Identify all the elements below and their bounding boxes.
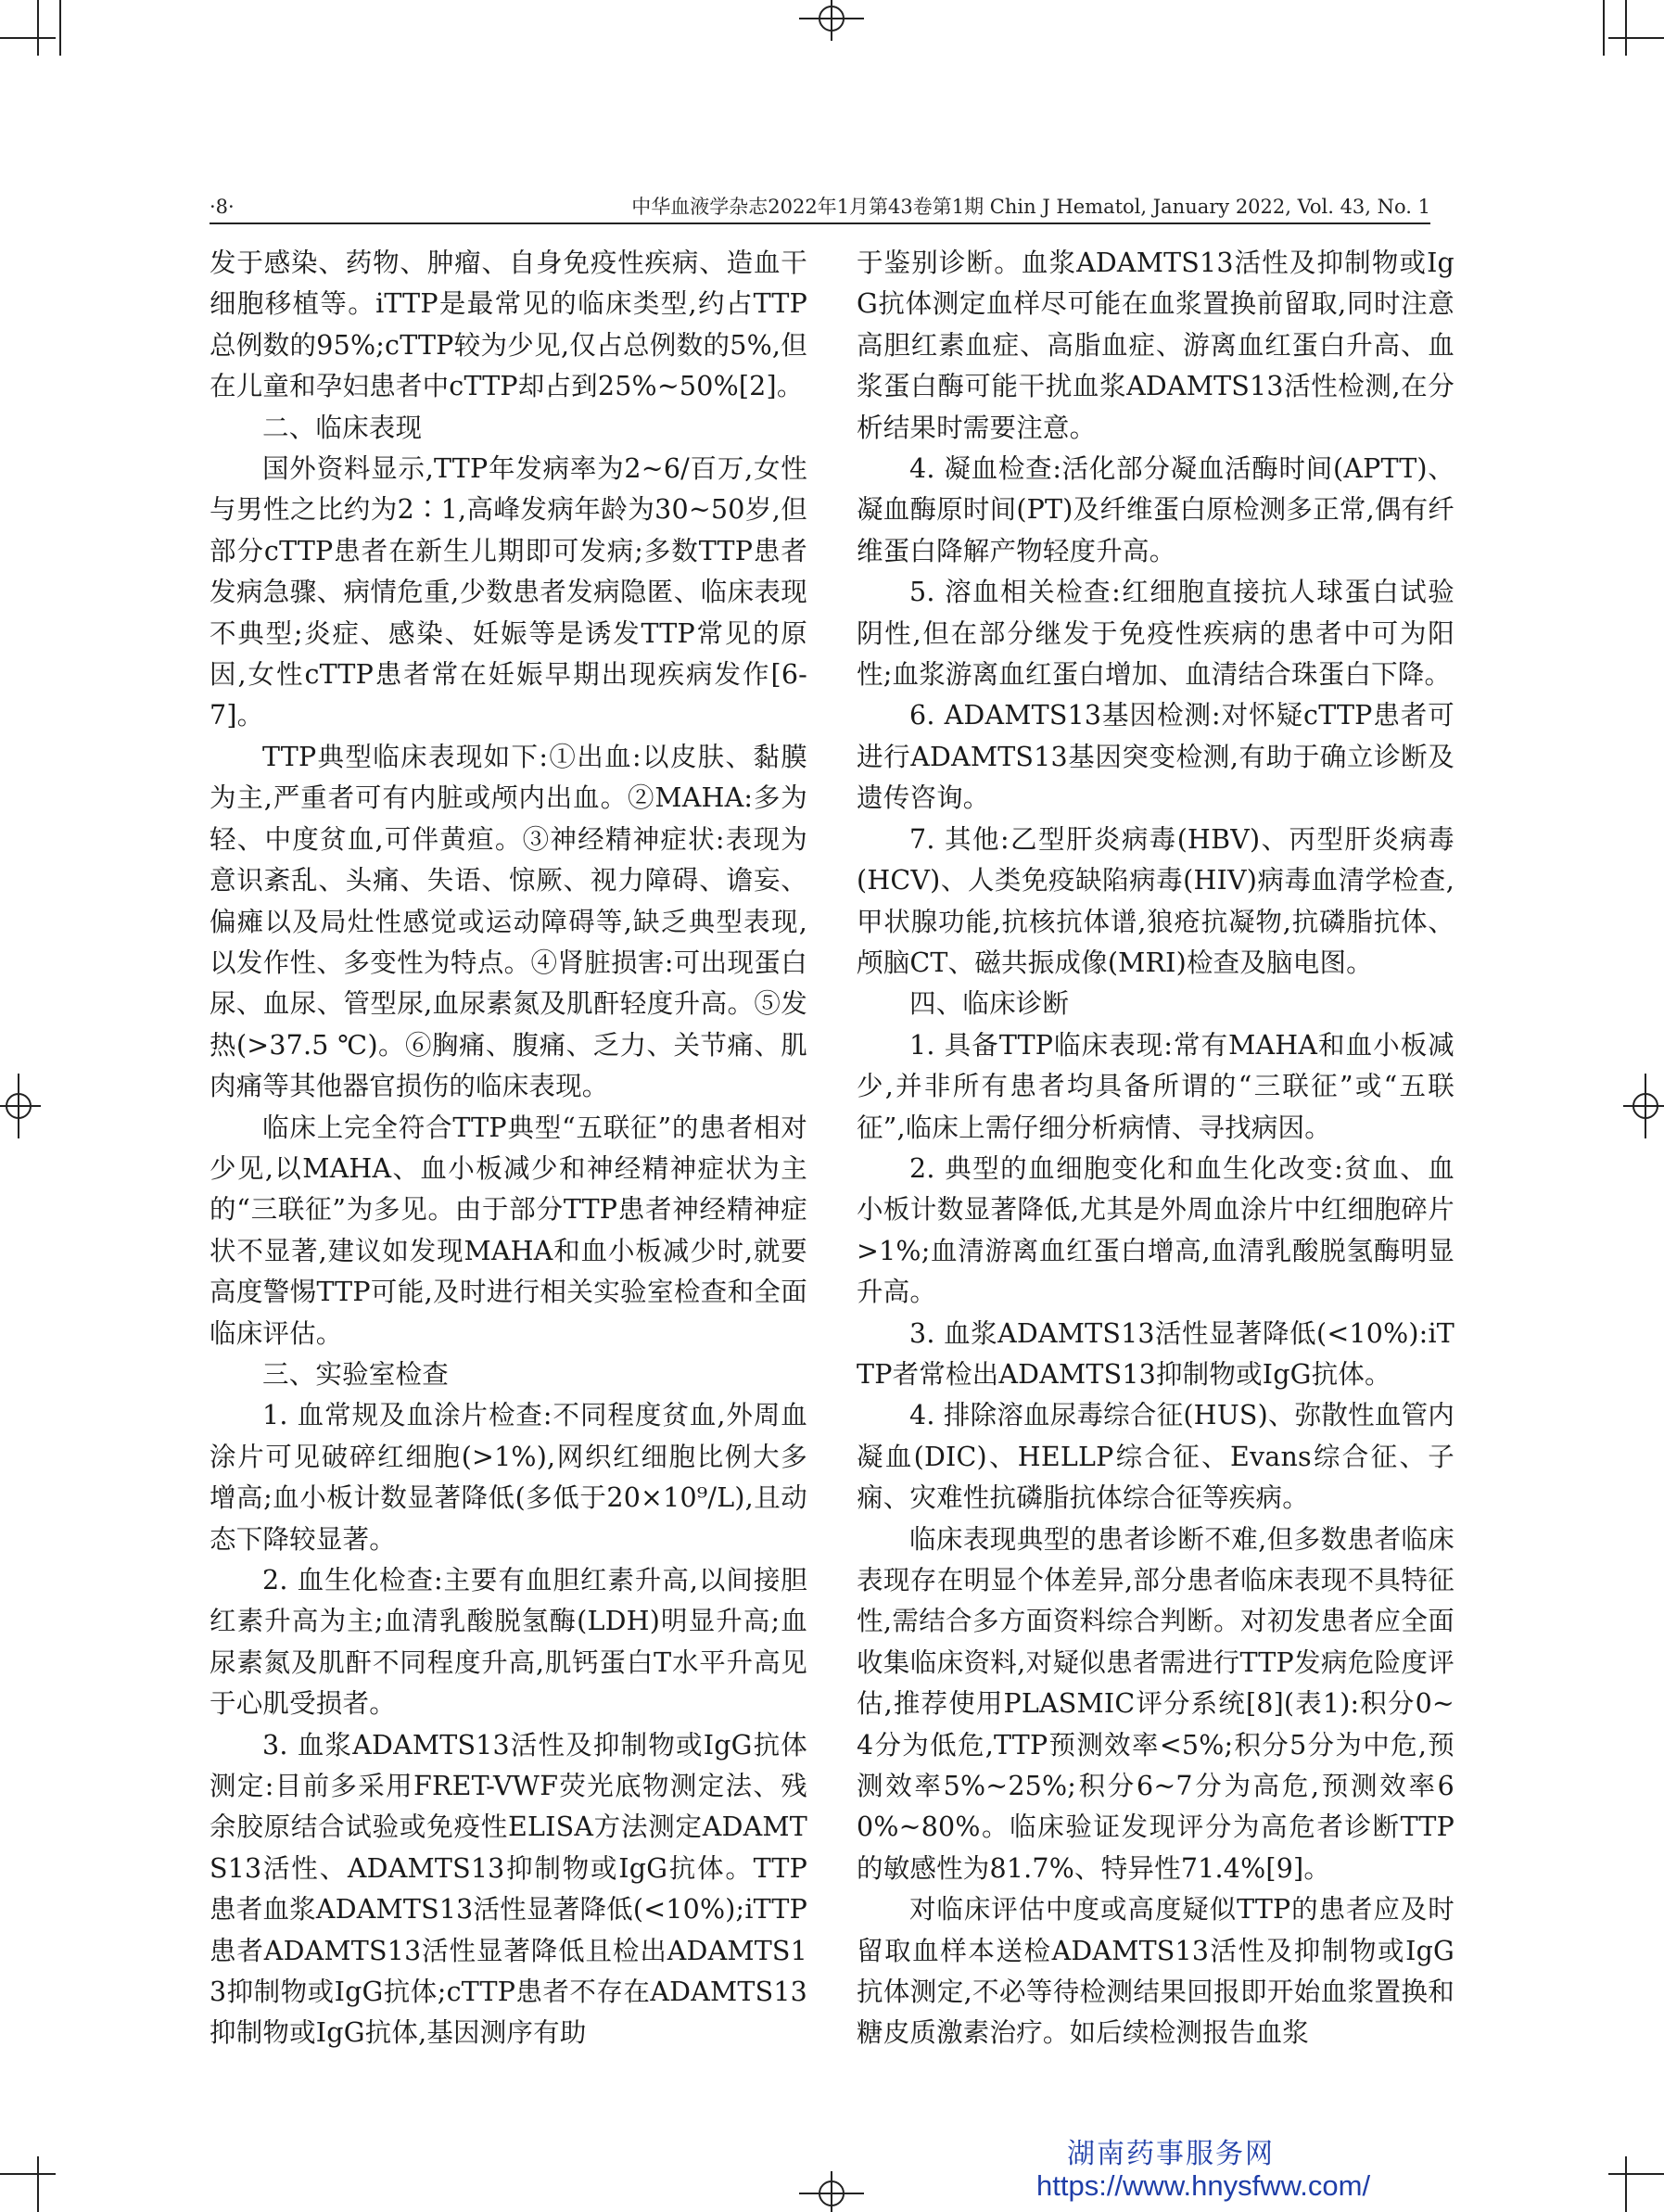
running-header — [210, 191, 1430, 224]
left-column — [210, 243, 807, 2054]
body-paragraph: 3. 血浆ADAMTS13活性及抑制物或IgG抗体测定:目前多采用FRET-VWF荧光底物测定法、残余胶原结合试验或免疫性ELISA方法测定ADAMTS13活性、ADAMTS13抑制物或IgG抗体。TTP患者血浆ADAMTS13活性显著降低(<10%);iTTP患者ADAMTS13活性显著降低且检出ADAMTS13抑制物或IgG抗体;cTTP患者不存在ADAMTS13抑制物或IgG抗体,基因测序有助 — [210, 1729, 807, 2049]
body-paragraph: 4. 排除溶血尿毒综合征(HUS)、弥散性血管内凝血(DIC)、HELLP综合征、Evans综合征、子痫、灾难性抗磷脂抗体综合征等疾病。 — [857, 1400, 1454, 1514]
watermark-site-name: 湖南药事服务网 — [1067, 2139, 1275, 2169]
body-paragraph: 4. 凝血检查:活化部分凝血活酶时间(APTT)、凝血酶原时间(PT)及纤维蛋白原检测多正常,偶有纤维蛋白降解产物轻度升高。 — [857, 453, 1454, 566]
body-paragraph: 5. 溶血相关检查:红细胞直接抗人球蛋白试验阴性,但在部分继发于免疫性疾病的患者中可为阳性;血浆游离血红蛋白增加、血清结合珠蛋白下降。 — [857, 577, 1454, 691]
crop-mark-bottom-right-h — [1608, 2173, 1664, 2175]
crop-mark-top-left-h — [0, 37, 56, 39]
crop-mark-top-right-v — [1625, 0, 1627, 56]
crop-mark-bottom-left-v — [37, 2156, 39, 2212]
registration-target-right-icon — [1623, 1074, 1664, 1138]
registration-target-left-icon — [0, 1074, 41, 1138]
journal-citation: 中华血液学杂志2022年1月第43卷第1期 Chin J Hematol, January 2022, Vol. 43, No. 1 — [631, 196, 1430, 218]
body-paragraph: 1. 具备TTP临床表现:常有MAHA和血小板减少,并非所有患者均具备所谓的“三联征”或“五联征”,临床上需仔细分析病情、寻找病因。 — [857, 1029, 1454, 1143]
crop-mark-top-left-v2 — [59, 0, 61, 56]
body-paragraph: 国外资料显示,TTP年发病率为2~6/百万,女性与男性之比约为2∶1,高峰发病年龄为30~50岁,但部分cTTP患者在新生儿期即可发病;多数TTP患者发病急骤、病情危重,少数患者发病隐匿、临床表现不典型;炎症、感染、妊娠等是诱发TTP常见的原因,女性cTTP患者常在妊娠早期出现疾病发作[6-7]。 — [210, 453, 807, 731]
crop-mark-top-left-v — [37, 0, 39, 56]
body-paragraph: 临床上完全符合TTP典型“五联征”的患者相对少见,以MAHA、血小板减少和神经精神症状为主的“三联征”为多见。由于部分TTP患者神经精神症状不显著,建议如发现MAHA和血小板减少时,就要高度警惕TTP可能,及时进行相关实验室检查和全面临床评估。 — [210, 1112, 807, 1349]
page-number: ·8· — [210, 196, 235, 218]
body-paragraph: 7. 其他:乙型肝炎病毒(HBV)、丙型肝炎病毒(HCV)、人类免疫缺陷病毒(HIV)病毒血清学检查,甲状腺功能,抗核抗体谱,狼疮抗凝物,抗磷脂抗体、颅脑CT、磁共振成像(MRI)检查及脑电图。 — [857, 823, 1454, 978]
body-paragraph: 临床表现典型的患者诊断不难,但多数患者临床表现存在明显个体差异,部分患者临床表现不具特征性,需结合多方面资料综合判断。对初发患者应全面收集临床资料,对疑似患者需进行TTP发病危险度评估,推荐使用PLASMIC评分系统[8](表1):积分0~4分为低危,TTP预测效率<5%;积分5分为中危,预测效率5%~25%;积分6~7分为高危,预测效率60%~80%。临床验证发现评分为高危者诊断TTP的敏感性为81.7%、特异性71.4%[9]。 — [857, 1523, 1454, 1884]
body-paragraph: 对临床评估中度或高度疑似TTP的患者应及时留取血样本送检ADAMTS13活性及抑制物或IgG抗体测定,不必等待检测结果回报即开始血浆置换和糖皮质激素治疗。如后续检测报告血浆 — [857, 1894, 1454, 2049]
body-paragraph: 1. 血常规及血涂片检查:不同程度贫血,外周血涂片可见破碎红细胞(>1%),网织红细胞比例大多增高;血小板计数显著降低(多低于20×10⁹/L),且动态下降较显著。 — [210, 1400, 807, 1555]
body-paragraph: TTP典型临床表现如下:①出血:以皮肤、黏膜为主,严重者可有内脏或颅内出血。②MAHA:多为轻、中度贫血,可伴黄疸。③神经精神症状:表现为意识紊乱、头痛、失语、惊厥、视力障碍、谵妄、偏瘫以及局灶性感觉或运动障碍等,缺乏典型表现,以发作性、多变性为特点。④肾脏损害:可出现蛋白尿、血尿、管型尿,血尿素氮及肌酐轻度升高。⑤发热(>37.5 ℃)。⑥胸痛、腹痛、乏力、关节痛、肌肉痛等其他器官损伤的临床表现。 — [210, 741, 807, 1102]
crop-mark-bottom-left-h — [0, 2173, 56, 2175]
section-heading: 四、临床诊断 — [909, 988, 1070, 1020]
right-column — [857, 243, 1454, 2054]
crop-mark-top-right-v2 — [1603, 0, 1605, 56]
crop-mark-bottom-right-v — [1625, 2156, 1627, 2212]
body-paragraph: 6. ADAMTS13基因检测:对怀疑cTTP患者可进行ADAMTS13基因突变检测,有助于确立诊断及遗传咨询。 — [857, 700, 1454, 814]
registration-target-top-icon — [799, 0, 864, 41]
body-paragraph: 发于感染、药物、肿瘤、自身免疫性疾病、造血干细胞移植等。iTTP是最常见的临床类型,约占TTP总例数的95%;cTTP较为少见,仅占总例数的5%,但在儿童和孕妇患者中cTTP却占到25%~50%[2]。 — [210, 248, 807, 402]
section-heading: 二、临床表现 — [262, 412, 423, 443]
crop-mark-top-right-h — [1608, 37, 1664, 39]
registration-target-bottom-icon — [799, 2171, 864, 2212]
body-paragraph: 2. 血生化检查:主要有血胆红素升高,以间接胆红素升高为主;血清乳酸脱氢酶(LDH)明显升高;血尿素氮及肌酐不同程度升高,肌钙蛋白T水平升高见于心肌受损者。 — [210, 1565, 807, 1720]
body-paragraph: 2. 典型的血细胞变化和血生化改变:贫血、血小板计数显著降低,尤其是外周血涂片中红细胞碎片>1%;血清游离血红蛋白增高,血清乳酸脱氢酶明显升高。 — [857, 1152, 1454, 1308]
watermark-url: https://www.hnysfww.com/ — [1036, 2169, 1371, 2202]
section-heading: 三、实验室检查 — [262, 1358, 449, 1390]
body-paragraph: 于鉴别诊断。血浆ADAMTS13活性及抑制物或IgG抗体测定血样尽可能在血浆置换前留取,同时注意高胆红素血症、高脂血症、游离血红蛋白升高、血浆蛋白酶可能干扰血浆ADAMTS13活性检测,在分析结果时需要注意。 — [857, 248, 1454, 443]
body-paragraph: 3. 血浆ADAMTS13活性显著降低(<10%):iTTP者常检出ADAMTS13抑制物或IgG抗体。 — [857, 1317, 1454, 1390]
